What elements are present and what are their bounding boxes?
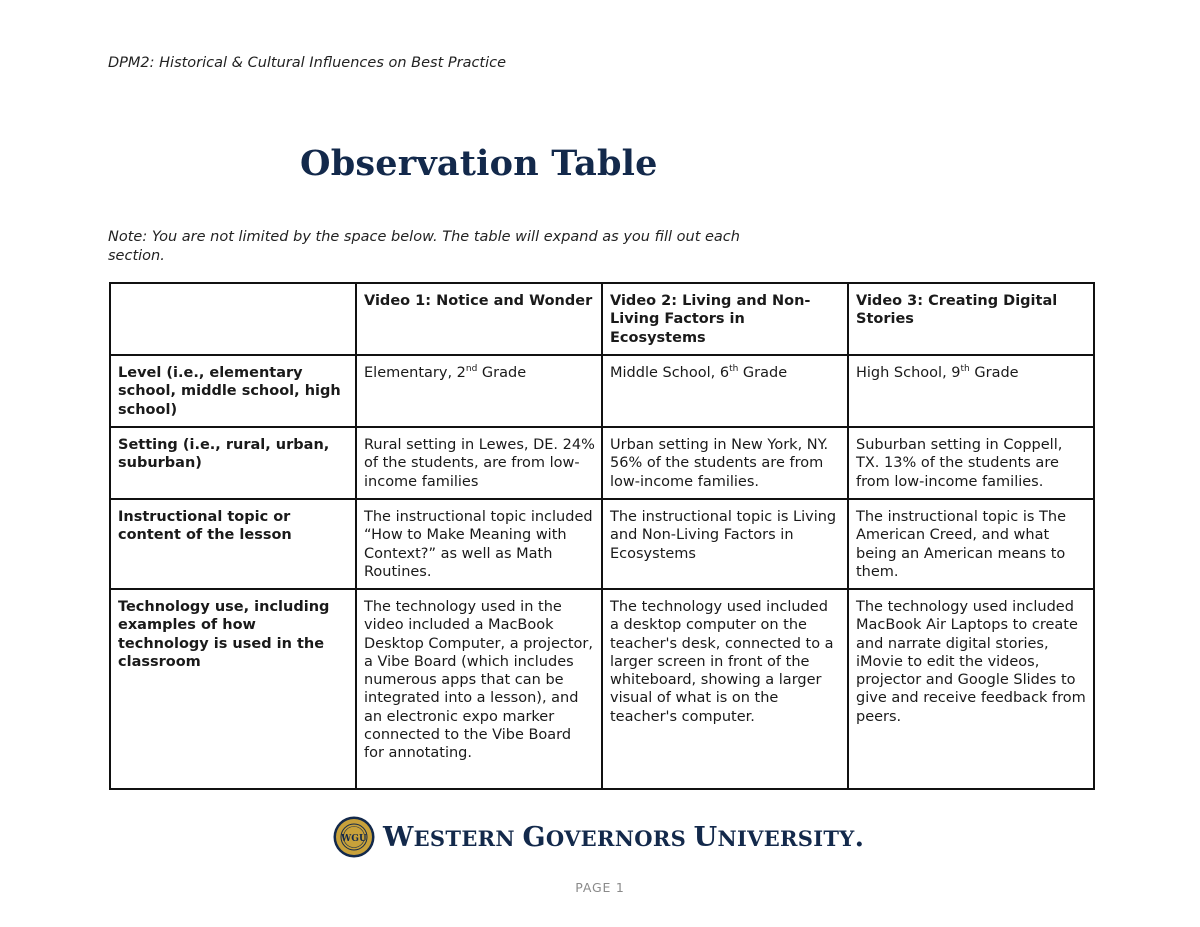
wordmark-smallcaps: OVERNORS	[545, 825, 694, 851]
cell-text: Grade	[738, 365, 788, 381]
wgu-logo	[333, 816, 864, 858]
cell-level-video-2	[602, 355, 848, 427]
cell-level-video-1	[356, 355, 602, 427]
row-label-setting: Setting (i.e., rural, urban, suburban)	[110, 427, 356, 499]
wordmark-letter: W	[383, 821, 414, 853]
note-line-2: section.	[108, 247, 165, 264]
header-cell-video-1: Video 1: Notice and Wonder	[356, 283, 602, 355]
ordinal-suffix: th	[960, 364, 970, 375]
row-label-level: Level (i.e., elementary school, middle school, high school)	[110, 355, 356, 427]
page-title: Observation Table	[300, 143, 658, 184]
cell-setting-video-2: Urban setting in New York, NY. 56% of the students are from low-income families.	[602, 427, 848, 499]
cell-text: Grade	[477, 365, 527, 381]
cell-technology-video-1: The technology used in the video included a MacBook Desktop Computer, a projector, a Vibe Board (which includes numerous apps that can be integrated into a lesson), and an electronic expo marker connected to the Vibe Board for annotating.	[356, 589, 602, 789]
note-text	[108, 228, 798, 265]
note-line-1: Note: You are not limited by the space below. The table will expand as you fill out each	[108, 229, 740, 245]
cell-topic-video-3: The instructional topic is The American Creed, and what being an American means to them.	[848, 499, 1094, 589]
page-number: PAGE 1	[575, 880, 625, 895]
cell-setting-video-1: Rural setting in Lewes, DE. 24% of the students, are from low-income families	[356, 427, 602, 499]
wordmark-smallcaps: NIVERSITY	[717, 825, 855, 851]
seal-letters: WGU	[341, 834, 367, 844]
table-row-level	[110, 355, 1094, 427]
header-cell-video-3: Video 3: Creating Digital Stories	[848, 283, 1094, 355]
wordmark-letter: G	[522, 821, 546, 853]
table-row-topic	[110, 499, 1094, 589]
cell-setting-video-3: Suburban setting in Coppell, TX. 13% of the students are from low-income families.	[848, 427, 1094, 499]
ordinal-suffix: nd	[465, 364, 478, 375]
cell-text: Grade	[969, 365, 1019, 381]
row-label-topic: Instructional topic or content of the lesson	[110, 499, 356, 589]
wordmark-period: .	[854, 821, 865, 853]
cell-topic-video-2: The instructional topic is Living and Non-Living Factors in Ecosystems	[602, 499, 848, 589]
cell-topic-video-1: The instructional topic included “How to Make Meaning with Context?” as well as Math Routines.	[356, 499, 602, 589]
table-row-setting	[110, 427, 1094, 499]
observation-table	[109, 282, 1095, 790]
header-cell-blank	[110, 283, 356, 355]
document-header: DPM2: Historical & Cultural Influences on Best Practice	[108, 55, 507, 71]
cell-text: High School, 9	[856, 365, 961, 381]
ordinal-suffix: th	[729, 364, 739, 375]
cell-technology-video-3: The technology used included MacBook Air Laptops to create and narrate digital stories, iMovie to edit the videos, projector and Google Slides to give and receive feedback from peers.	[848, 589, 1094, 789]
wgu-wordmark	[383, 822, 864, 853]
wordmark-smallcaps: ESTERN	[413, 825, 523, 851]
wordmark-letter: U	[693, 821, 718, 853]
table-row-technology	[110, 589, 1094, 789]
header-cell-video-2: Video 2: Living and Non-Living Factors in Ecosystems	[602, 283, 848, 355]
table-header-row	[110, 283, 1094, 355]
cell-level-video-3	[848, 355, 1094, 427]
cell-technology-video-2: The technology used included a desktop computer on the teacher's desk, connected to a larger screen in front of the whiteboard, showing a larger visual of what is on the teacher's computer.	[602, 589, 848, 789]
cell-text: Elementary, 2	[364, 365, 466, 381]
row-label-technology: Technology use, including examples of how technology is used in the classroom	[110, 589, 356, 789]
cell-text: Middle School, 6	[610, 365, 730, 381]
wgu-seal-icon	[333, 816, 375, 858]
